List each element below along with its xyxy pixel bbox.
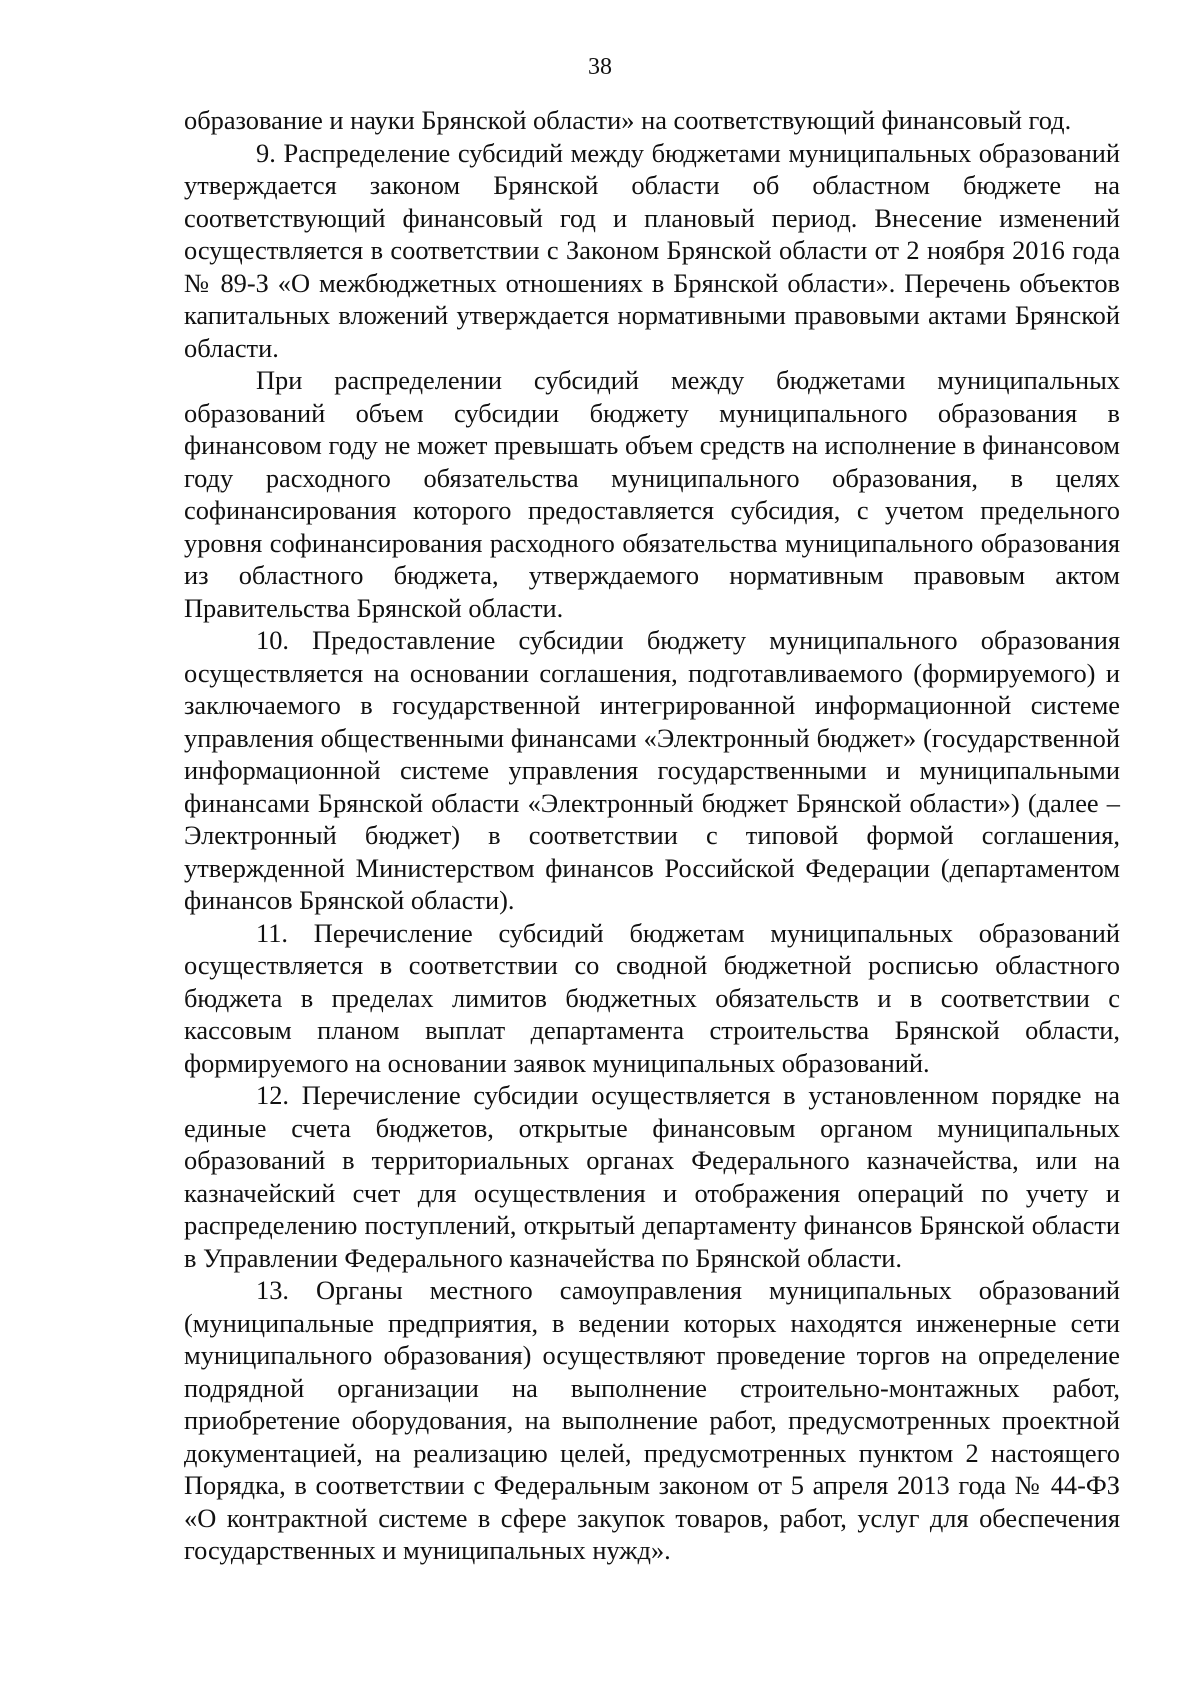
paragraph-item-13: 13. Органы местного самоуправления муниципальных образований (муниципальные предприятия, в ведении которых находятся инженерные сети муниципального образования) осуществляют проведение торгов на определение подрядной организации на выполнение строительно-монтажных работ, приобретение оборудования, на выполнение работ, предусмотренных проектной документацией, на реализацию целей, предусмотренных пунктом 2 настоящего Порядка, в соответствии с Федеральным законом от 5 апреля 2013 года № 44-ФЗ «О контрактной системе в сфере закупок товаров, работ, услуг для обеспечения государственных и муниципальных нужд». xyxy=(184,1275,1120,1565)
paragraph-item-9: 9. Распределение субсидий между бюджетами муниципальных образований утверждается законом Брянской области об областном бюджете на соответствующий финансовый год и плановый период. Внесение изменений осуществляется в соответствии с Законом Брянской области от 2 ноября 2016 года № 89-З «О межбюджетных отношениях в Брянской области». Перечень объектов капитальных вложений утверждается нормативными правовыми актами Брянской области. xyxy=(184,137,1120,363)
paragraph-continuation: образование и науки Брянской области» на соответствующий финансовый год. xyxy=(184,105,1072,135)
paragraph-item-12: 12. Перечисление субсидии осуществляется в установленном порядке на единые счета бюджетов, открытые финансовым органом муниципальных образований в территориальных органах Федерального казначейства, или на казначейский счет для осуществления и отображения операций по учету и распределению поступлений, открытый департаменту финансов Брянской области в Управлении Федерального казначейства по Брянской области. xyxy=(184,1080,1120,1273)
paragraph-item-11: 11. Перечисление субсидий бюджетам муниципальных образований осуществляется в соответствии со сводной бюджетной росписью областного бюджета в пределах лимитов бюджетных обязательств и в соответствии с кассовым планом выплат департамента строительства Брянской области, формируемого на основании заявок муниципальных образований. xyxy=(184,917,1120,1078)
paragraph-item-10: 10. Предоставление субсидии бюджету муниципального образования осуществляется на основании соглашения, подготавливаемого (формируемого) и заключаемого в государственной интегрированной информационной системе управления общественными финансами «Электронный бюджет» (государственной информационной системе управления государственными и муниципальными финансами Брянской области «Электронный бюджет Брянской области») (далее – Электронный бюджет) в соответствии с типовой формой соглашения, утвержденной Министерством финансов Российской Федерации (департаментом финансов Брянской области). xyxy=(184,625,1120,915)
document-body xyxy=(184,104,1120,1567)
paragraph-subsidy-distribution: При распределении субсидий между бюджетами муниципальных образований объем субсидии бюджету муниципального образования в финансовом году не может превышать объем средств на исполнение в финансовом году расходного обязательства муниципального образования, в целях софинансирования которого предоставляется субсидия, с учетом предельного уровня софинансирования расходного обязательства муниципального образования из областного бюджета, утверждаемого нормативным правовым актом Правительства Брянской области. xyxy=(184,365,1120,623)
page-number: 38 xyxy=(588,54,612,80)
